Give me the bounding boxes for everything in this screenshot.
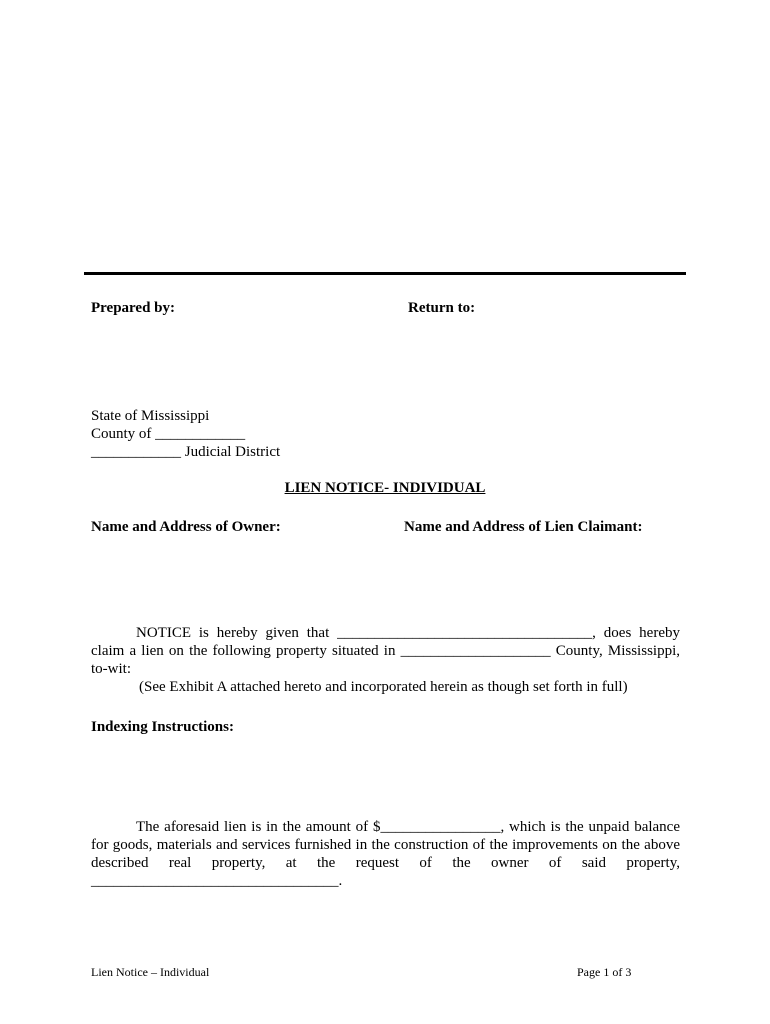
- footer-document-name: Lien Notice – Individual: [91, 965, 210, 979]
- county-line: County of ____________: [91, 426, 246, 442]
- footer-page-number: Page 1 of 3: [577, 965, 632, 979]
- notice-line: NOTICE is hereby given that __________________________________, does hereby: [136, 625, 680, 641]
- amount-line: for goods, materials and services furnished in the construction of the improvements on the above: [91, 837, 680, 853]
- amount-paragraph: [91, 818, 680, 890]
- amount-line: The aforesaid lien is in the amount of $________________, which is the unpaid balance: [136, 819, 680, 835]
- prepared-by-label: Prepared by:: [91, 300, 176, 316]
- exhibit-reference: (See Exhibit A attached hereto and incorporated herein as though set forth in full): [139, 679, 628, 695]
- amount-line: described real property, at the request of the owner of said property,: [91, 855, 680, 871]
- judicial-district-line: ____________ Judicial District: [91, 444, 281, 460]
- state-line: State of Mississippi: [91, 408, 210, 424]
- document-title: LIEN NOTICE- INDIVIDUAL: [284, 480, 486, 496]
- venue-block: [91, 407, 280, 461]
- lien-claimant-label: Name and Address of Lien Claimant:: [404, 519, 643, 535]
- owner-label: Name and Address of Owner:: [91, 519, 281, 535]
- indexing-instructions-label: Indexing Instructions:: [91, 719, 234, 735]
- amount-line: _________________________________.: [91, 873, 343, 889]
- horizontal-rule: [84, 272, 686, 275]
- return-to-label: Return to:: [408, 300, 476, 316]
- notice-line: to-wit:: [91, 661, 131, 677]
- notice-paragraph: [91, 624, 680, 678]
- notice-line: claim a lien on the following property situated in ____________________ County, Mississippi,: [91, 643, 680, 659]
